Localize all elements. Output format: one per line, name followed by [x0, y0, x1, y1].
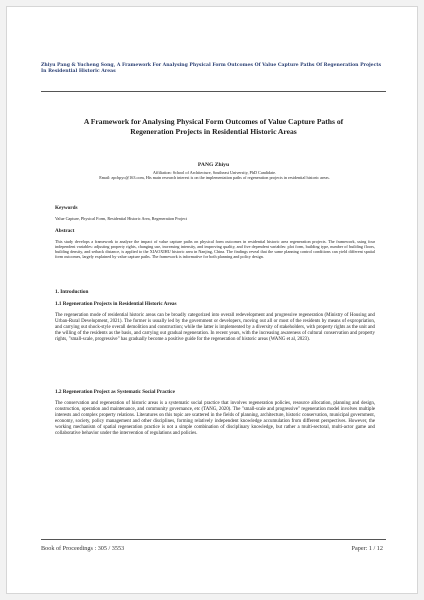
section-1-1-heading: 1.1 Regeneration Projects in Residential Historic Areas: [55, 301, 177, 307]
section-1-2-text: The conservation and regeneration of historic areas is a systematic social practice that involves regeneration policies, resource allocation, planning and design, construction, operation and maintenance, and community governance, etc (TANG, 2020). The "small-scale and progressive" regeneration model involves multiple interests and complex property relations. Literatures on this topic are scattered in the fields of planning, architecture, historic conservation, municipal government, economy, society, policy management and other disciplines, forming relatively independent knowledge accumulation from different perspectives. However, the working mechanism of spatial regeneration practice is not a simple combination of disciplinary knowledge, but rather a multi-sectoral, multi-actor game and collaborative behavior under the intervention of regulations and policies.: [55, 401, 375, 436]
paper-page: [6, 6, 418, 594]
author-details: [87, 170, 342, 180]
email-line: Email: zpchpyc@163.com, His main research interest is on the implementation paths of regeneration projects in residential historic areas.: [99, 175, 330, 180]
introduction-heading: 1. Introduction: [55, 289, 89, 295]
paper-page-number: Paper: 1 / 12: [351, 545, 383, 552]
keywords-heading: Keywords: [55, 205, 78, 211]
footer-divider: [41, 539, 386, 540]
affiliation: Affiliation: School of Architecture, Southeast University, PhD Candidate.: [152, 170, 277, 175]
proceedings-page-number: Book of Proceedings : 305 / 3553: [41, 545, 125, 552]
abstract-text: This study develops a framework to analyze the impact of value capture paths on physical form outcomes in residential historic area regeneration projects. The framework, using four independent variables: adjusting property rights, changing use, increasing intensity, and improving quality, and five dependent variables: plot form, building type, number of building floors, building density, and setback distance, is applied to the XIAOXIHU historic area in Nanjing, China. The findings reveal that the same planning control conditions can yield different spatial form outcomes, largely explained by value capture paths. The framework is informative for both planning and policy design.: [55, 239, 375, 260]
paper-title: A Framework for Analysing Physical Form Outcomes of Value Capture Paths of Regeneration Projects in Residential Historic Areas: [83, 117, 344, 136]
author-name: PANG Zhiyu: [197, 162, 230, 168]
section-1-1-text: The regeneration mode of residential historic areas can be broadly categorized into overall redevelopment and progressive regeneration (Ministry of Housing and Urban-Rural Development, 2021). The former is usually led by the government or developers, moving out all or most of the residents by means of expropriation, and carrying out shock-style overall demolition and construction; while the latter is implemented by a diversity of stakeholders, with property rights as the unit and the willing of the residents as the basis, and carrying out gradual regeneration. In recent years, with the increasing awareness of cultural conservation and property rights, "small-scale, progressive" has gradually become a positive guide for the regeneration of historic areas (WANG et al, 2023).: [55, 313, 375, 342]
abstract-heading: Abstract: [55, 228, 75, 234]
header-divider: [41, 91, 386, 92]
keywords-text: Value Capture, Physical Form, Residential Historic Area, Regeneration Project: [55, 216, 187, 221]
section-1-2-heading: 1.2 Regeneration Project as Systematic Social Practice: [55, 389, 175, 395]
running-header: Zhiyu Pang & Yucheng Song, A Framework For Analysing Physical Form Outcomes Of Value Capture Paths Of Regeneration Projects In Residential Historic Areas: [41, 63, 382, 74]
